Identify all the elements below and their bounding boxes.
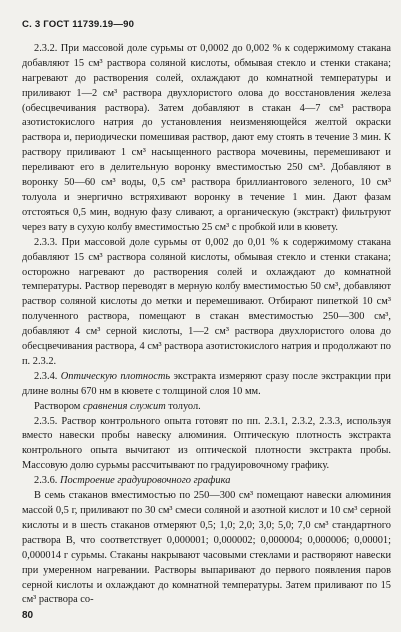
text-after: экстракта измеряют сразу после экстракции при длине волны 670 нм в кювете с толщиной слоя 10 мм. [22, 370, 391, 397]
section-heading-2-3-6 [22, 474, 391, 489]
text-after: толуол. [165, 400, 201, 412]
text-before: Раствором [34, 400, 83, 412]
running-header: С. 3 ГОСТ 11739.19—90 [22, 19, 135, 30]
italic-term: Оптическую плотность [60, 370, 171, 382]
heading-number: 2.3.6. [34, 475, 60, 487]
heading-title: Построение градуировочного графика [59, 475, 231, 487]
text-before: 2.3.4. [34, 370, 61, 382]
page-number: 80 [22, 610, 34, 621]
paragraph-2-3-4 [22, 370, 391, 400]
paragraph-2-3-3: 2.3.3. При массовой доле сурьмы от 0,002 до 0,01 % к содержимому стакана добавляют 15 см³ раствора соляной кислоты, обмывая стекло и стенки стакана; осторожно нагревают до растворения солей и охлаждают до комнатной температуры. Раствор переводят в мерную колбу вместимостью 50 см³, добавляют раствор соляной кислоты до метки и перемешивают. Отбирают пипеткой 10 см³ полученного раствора, помещают в стакан вместимостью 250—300 см³, добавляют 4 см³ серной кислоты, 1—2 см³ раствора двухлористого олова до обесцвечивания раствора, 4 см³ раствора азотистокислого натрия и продолжают по п. 2.3.2. [22, 236, 391, 367]
italic-term: сравнения служит [82, 400, 166, 412]
paragraph-calibration: В семь стаканов вместимостью по 250—300 см³ помещают навески алюминия массой 0,5 г, приливают по 30 см³ смеси соляной и азотной кислот и 10 см³ серной кислоты и в шесть стаканов отмеряют 0,5; 1,0; 2,0; 3,0; 5,0; 7,0 см³ стандартного раствора В, что соответствует 0,000001; 0,000002; 0,000004; 0,000006; 0,00001; 0,000014 г сурьмы. Стаканы накрывают часовыми стеклами и растворяют навески при умеренном нагревании. Растворы выпаривают до первого появления паров серной кислоты и охлаждают до комнатной температуры. Затем приливают по 15 см³ раствора со- [22, 490, 391, 606]
paragraph-2-3-5: 2.3.5. Раствор контрольного опыта готовят по пп. 2.3.1, 2.3.2, 2.3.3, используя вместо навески пробы навеску алюминия. Оптическую плотность экстракта контрольного опыта вычитают из оптической плотности экстракта пробы. Массовую долю сурьмы рассчитывают по градуировочному графику. [22, 415, 391, 472]
paragraph-reference-solution [22, 400, 391, 415]
paragraph-2-3-2: 2.3.2. При массовой доле сурьмы от 0,0002 до 0,002 % к содержимому стакана добавляют 15 см³ раствора соляной кислоты, обмывая стекло и стенки стакана; нагревают до растворения солей, охлаждают до комнатной температуры и приливают 1—2 см³ раствора двухлористого олова до восстановления железа (обесцвечивания раствора). Затем добавляют в стакан 4—7 см³ раствора азотистокислого натрия до установления неизменяющейся желтой окраски раствора и, периодически помешивая раствор, дают ему стоять в течение 3 мин. К раствору приливают 1 см³ насыщенного раствора мочевины, перемешивают и переливают его в делительную воронку вместимостью 250 см³. Добавляют в воронку 50—60 см³ воды, 0,5 см³ раствора бриллиантового зеленого, 10 см³ толуола и энергично встряхивают воронку в течение 1 мин. Дают фазам отстояться 0,5 мин, водную фазу сливают, а органическую (экстракт) фильтруют через вату в сухую колбу вместимостью 25 см³ с пробкой или в кювету. [22, 42, 391, 233]
